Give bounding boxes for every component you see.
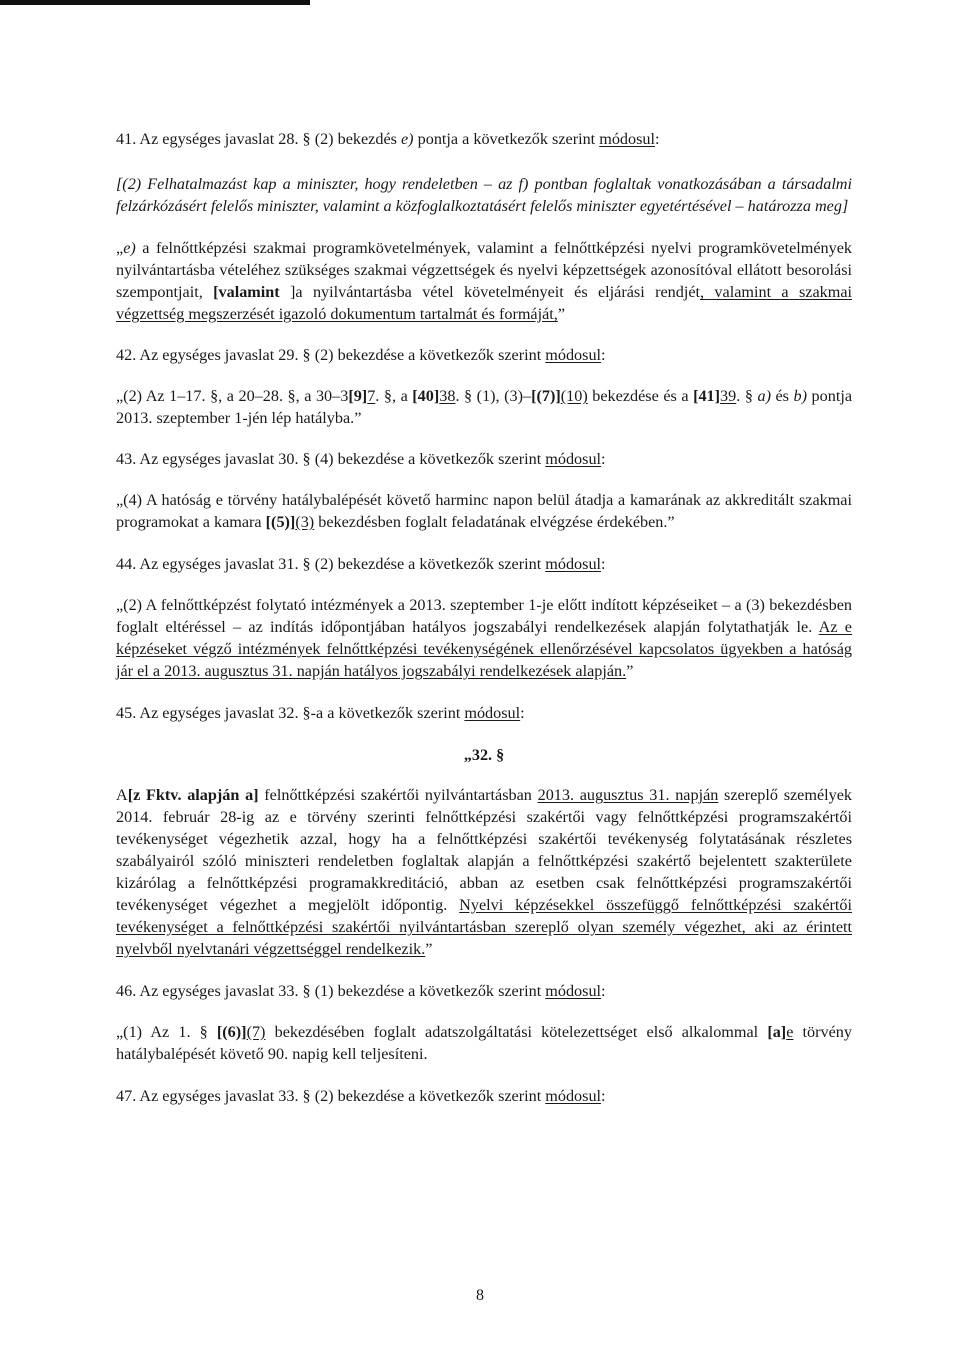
item-45-section-title: „32. § [463, 746, 505, 764]
item-45-heading: 45. Az egységes javaslat 32. §-a a következők szerint módosul: [116, 704, 525, 722]
document-page [116, 0, 852, 1107]
item-45-body: A[z Fktv. alapján a] felnőttképzési szakértői nyilvántartásban 2013. augusztus 31. napján szereplő személyek 2014. február 28-ig az e törvény szerinti felnőttképzési szakértői vagy felnőttképzési programszakértői tevékenységet végezhetik azzal, hogy ha a felnőttképzési szakértői tevékenység folytatásának részletes szabályairól szóló miniszteri rendeletben foglaltak alapján a felnőttképzési szakértő bejelentett szakterülete kizárólag a felnőttképzési programakkreditáció, abban az esetben csak felnőttképzési programszakértői tevékenységet végezhet a megjelölt időpontig. Nyelvi képzésekkel összefüggő felnőttképzési szakértői tevékenységet a felnőttképzési szakértői nyilvántartásban szereplő olyan személy végezhet, aki az érintett nyelvből nyelvtanári végzettséggel rendelkezik.” [116, 786, 853, 958]
item-47-heading: 47. Az egységes javaslat 33. § (2) bekezdése a következők szerint módosul: [116, 1087, 606, 1105]
item-42-body: „(2) Az 1–17. §, a 20–28. §, a 30–3[9]7. §, a [40]38. § (1), (3)–[(7)](10) bekezdése és a [41]39. § a) és b) pontja 2013. szeptember 1-jén lép hatályba.” [116, 387, 853, 427]
page-number: 8 [476, 1287, 484, 1304]
item-43-heading: 43. Az egységes javaslat 30. § (4) bekezdése a következők szerint módosul: [116, 450, 606, 468]
item-43-body: „(4) A hatóság e törvény hatálybalépését követő harminc napon belül átadja a kamarának az akkreditált szakmai programokat a kamara [(5)](3) bekezdésben foglalt feladatának elvégzése érdekében.” [116, 491, 852, 531]
item-42-heading: 42. Az egységes javaslat 29. § (2) bekezdése a következők szerint módosul: [116, 346, 606, 364]
item-41-point-e: „e) a felnőttképzési szakmai programkövetelmények, valamint a felnőttképzési nyelvi programkövetelmények nyilvántartásba vételéhez szükséges szakmai végzettségek és nyelvi képzettségek azonosítóval ellátott besorolási szempontjait, [valamint ]a nyilvántartásba vétel követelményeit és eljárási rendjét, valamint a szakmai végzettség megszerzését igazoló dokumentum tartalmát és formáját,” [116, 239, 853, 323]
item-41-heading: 41. Az egységes javaslat 28. § (2) bekezdés e) pontja a következők szerint módosul: [116, 130, 660, 148]
item-46-heading: 46. Az egységes javaslat 33. § (1) bekezdése a következők szerint módosul: [116, 982, 606, 1000]
item-44-heading: 44. Az egységes javaslat 31. § (2) bekezdése a következők szerint módosul: [116, 555, 606, 573]
item-41-quoted-context: [(2) Felhatalmazást kap a miniszter, hogy rendeletben – az f) pontban foglaltak vonatkozásában a társadalmi felzárkózásért felelős miniszter, valamint a közfoglalkoztatásért felelős miniszter egyetértésével – határozza meg] [116, 175, 852, 215]
item-44-body: „(2) A felnőttképzést folytató intézmények a 2013. szeptember 1-je előtt indított képzéseiket – a (3) bekezdésben foglalt eltéréssel – az indítás időpontjában hatályos jogszabályi rendelkezések alapján folytathatják le. Az e képzéseket végző intézmények felnőttképzési tevékenységének ellenőrzésével kapcsolatos ügyekben a hatóság jár el a 2013. augusztus 31. napján hatályos jogszabályi rendelkezések alapján.” [116, 596, 852, 680]
item-46-body: „(1) Az 1. § [(6)](7) bekezdésében foglalt adatszolgáltatási kötelezettséget első alkalommal [a]e törvény hatálybalépését követő 90. napig kell teljesíteni. [116, 1023, 852, 1063]
